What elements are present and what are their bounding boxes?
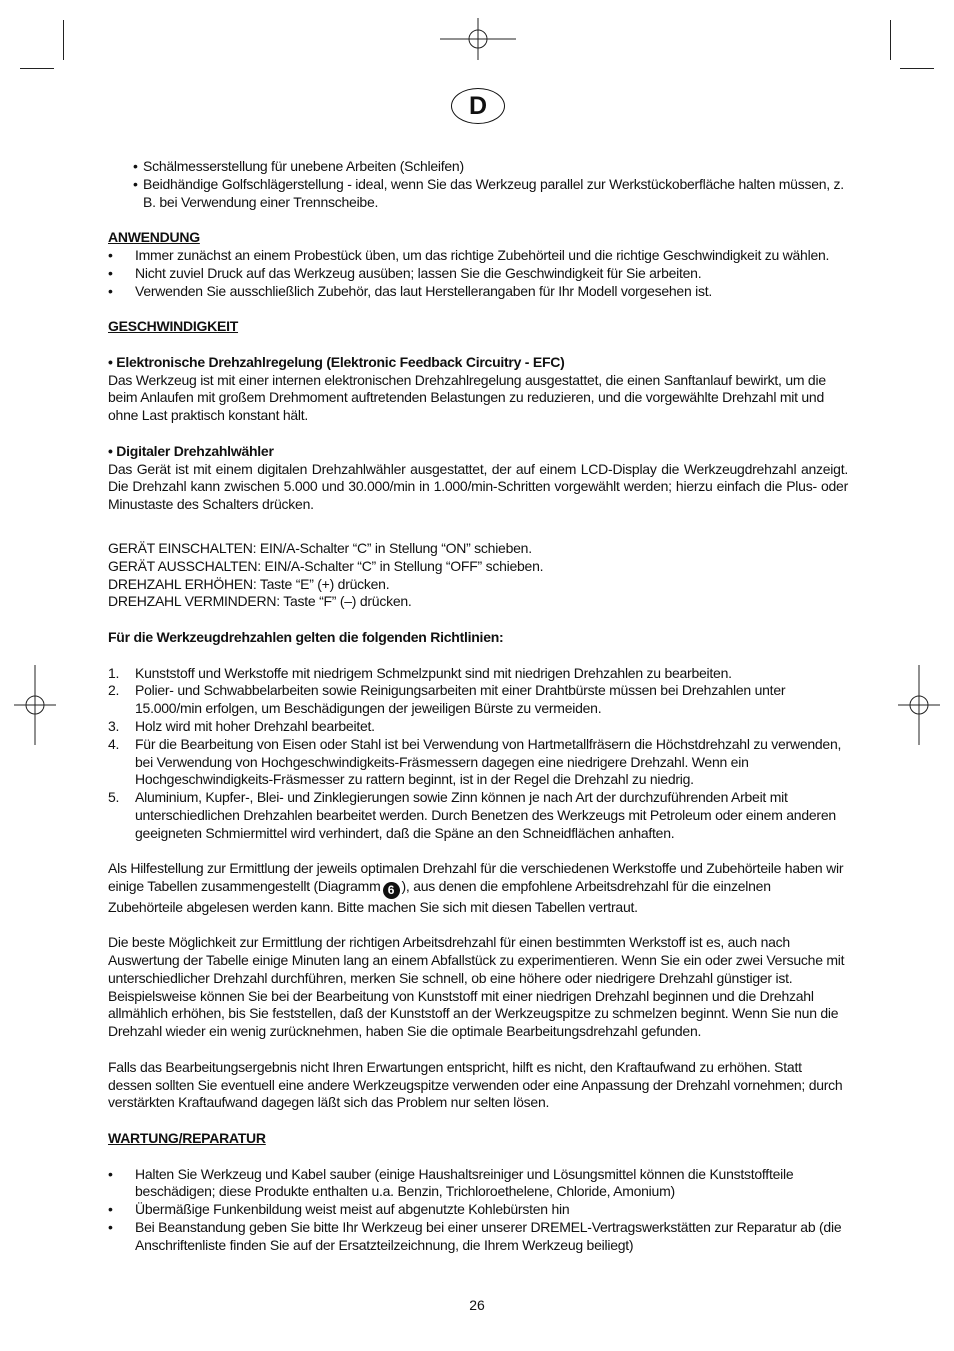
- crop-mark-top-left-horizontal: [20, 68, 54, 69]
- guideline-item: 1. Kunststoff und Werkstoffe mit niedrigem Schmelzpunkt sind mit niedrigen Drehzahlen zu bearbeiten.: [108, 664, 732, 681]
- registration-mark-top: [438, 18, 518, 60]
- control-line: GERÄT EINSCHALTEN: EIN/A-Schalter “C” in Stellung “ON” schieben.: [108, 539, 532, 556]
- subheading-efc: • Elektronische Drehzahlregelung (Elektronic Feedback Circuitry - EFC): [108, 353, 565, 370]
- control-line: GERÄT AUSSCHALTEN: EIN/A-Schalter “C” in Stellung “OFF” schieben.: [108, 557, 544, 574]
- subheading-digital: • Digitaler Drehzahlwähler: [108, 442, 274, 459]
- guideline-item: 4. Für die Bearbeitung von Eisen oder Stahl ist bei Verwendung von Hartmetallfräsern die Höchstdrehzahl zu verwenden, bei Verwendung von Hochgeschwindigkeits-Fräsmessern dagegen eine niedrigere Drehzahl. Wenn ein Hochgeschwindigkeits-Fräsmesser zu rattern beginnt, ist in der Regel die Drehzahl zu niedrig.: [108, 735, 842, 788]
- page-number: 26: [469, 1297, 485, 1313]
- control-line: DREHZAHL ERHÖHEN: Taste “E” (+) drücken.: [108, 575, 390, 592]
- registration-mark-left: [14, 665, 56, 745]
- section-heading-wartung: WARTUNG/REPARATUR: [108, 1129, 266, 1146]
- section-heading-geschwindigkeit: GESCHWINDIGKEIT: [108, 318, 239, 335]
- paragraph-force: Falls das Bearbeitungsergebnis nicht Ihren Erwartungen entspricht, hilft es nicht, den Kraftaufwand zu erhöhen. Statt dessen sollten Sie eventuell eine andere Werkzeugspitze verwenden oder eine Anpassung der Drehzahl vornehmen; durch verstärkten Kraftaufwand dagegen läßt sich das Problem nur selten lösen.: [108, 1058, 843, 1111]
- list-item: • Verwenden Sie ausschließlich Zubehör, das laut Herstellerangaben für Ihr Modell vorgesehen ist.: [108, 282, 713, 299]
- language-badge: D: [451, 88, 505, 124]
- intro-bullet: • Schälmesserstellung für unebene Arbeiten (Schleifen): [133, 158, 464, 174]
- guideline-item: 5. Aluminium, Kupfer-, Blei- und Zinklegierungen sowie Zinn können je nach Art der durchzuführenden Arbeit mit unterschiedlichen Drehzahlen bearbeitet werden. Durch Benetzen des Werkzeugs mit Petroleum oder einem anderen geeigneten Schmiermittel wird verhindert, daß die Späne an den Schneidflächen anhaften.: [108, 789, 836, 841]
- paragraph-digital: Das Gerät ist mit einem digitalen Drehzahlwähler ausgestattet, der auf einem LCD-Display die Werkzeugdrehzahl anzeigt. Die Drehzahl kann zwischen 5.000 und 30.000/min in 1.000/min-Schritten vorgewählt werden; hierzu einfach die Plus- oder Minustaste des Schalters drücken.: [108, 460, 848, 513]
- paragraph-best-method: Die beste Möglichkeit zur Ermittlung der richtigen Arbeitsdrehzahl für einen bestimmten Werkstoff ist es, auch nach Auswertung der Tabelle einige Minuten lang an einem Abfallstück zu experimentieren. Wenn Sie ein oder zwei Versuche mit unterschiedlicher Drehzahl durchführen, merken Sie schnell, ob eine höhere oder niedrigere Drehzahl günstiger ist. Beispielsweise können Sie bei der Bearbeitung von Kunststoff mit einer niedrigen Drehzahl beginnen und die Drehzahl allmählich erhöhen, bis Sie feststellen, daß der Kunststoff an der Werkzeugspitze zu schmelzen beginnt. Wenn Sie nun die Drehzahl wieder ein wenig zurücknehmen, haben Sie die optimale Bearbeitungsdrehzahl gefunden.: [108, 934, 845, 1040]
- crop-mark-top-right-vertical: [890, 20, 891, 60]
- guidelines-title: Für die Werkzeugdrehzahlen gelten die folgenden Richtlinien:: [108, 628, 504, 645]
- intro-bullet: • Beidhändige Golfschlägerstellung - ideal, wenn Sie das Werkzeug parallel zur Werkstückoberfläche halten müssen, z. B. bei Verwendung einer Trennscheibe.: [133, 175, 844, 210]
- diagram-number-badge: 6: [383, 882, 400, 899]
- registration-mark-right: [898, 665, 940, 745]
- paragraph-tables: Als Hilfestellung zur Ermittlung der jeweils optimalen Drehzahl für die verschiedenen Werkstoffe und Zubehörteile haben wir einige Tabellen zusammengestellt (Diagramm 6 ), aus denen die empfohlene Arbeitsdrehzahl für die einzelnen Zubehörteile abgelesen werden kann. Bitte machen Sie sich mit diesen Tabellen vertraut.: [108, 860, 844, 915]
- crop-mark-top-right-horizontal: [900, 68, 934, 69]
- list-item: • Immer zunächst an einem Probestück üben, um das richtige Zubehörteil und die richtige Geschwindigkeit zu wählen.: [108, 246, 830, 263]
- main-content: [108, 158, 848, 1255]
- list-item: • Nicht zuviel Druck auf das Werkzeug ausüben; lassen Sie die Geschwindigkeit für Sie arbeiten.: [108, 264, 702, 281]
- crop-mark-top-left-vertical: [63, 20, 64, 60]
- control-line: DREHZAHL VERMINDERN: Taste “F” (–) drücken.: [108, 593, 412, 610]
- paragraph-efc: Das Werkzeug ist mit einer internen elektronischen Drehzahlregelung ausgestattet, die einen Sanftanlauf bewirkt, um die beim Anlaufen mit großem Drehmoment auftretenden Belastungen zu reduzieren, und die vorgewählte Drehzahl mit und ohne Last praktisch konstant hält.: [108, 371, 826, 424]
- list-item: • Halten Sie Werkzeug und Kabel sauber (einige Haushaltsreiniger und Lösungsmittel können die Kunststoffteile beschädigen; diese Produkte enthalten u.a. Benzin, Trichloroethelene, Chloride, Amonium): [108, 1165, 794, 1200]
- list-item: • Übermäßige Funkenbildung weist meist auf abgenutzte Kohlebürsten hin: [108, 1201, 570, 1218]
- list-item: • Bei Beanstandung geben Sie bitte Ihr Werkzeug bei einer unserer DREMEL-Vertragswerkstätten zur Reparatur ab (die Anschriftenliste finden Sie auf der Ersatzteilzeichnung, die Ihrem Werkzeug beiliegt): [108, 1218, 842, 1253]
- guideline-item: 2. Polier- und Schwabbelarbeiten sowie Reinigungsarbeiten mit einer Drahtbürste müssen bei Drehzahlen unter 15.000/min erfolgen, um Beschädigungen der jeweiligen Bürste zu vermeiden.: [108, 682, 786, 717]
- guideline-item: 3. Holz wird mit hoher Drehzahl bearbeitet.: [108, 717, 375, 734]
- section-heading-anwendung: ANWENDUNG: [108, 229, 200, 246]
